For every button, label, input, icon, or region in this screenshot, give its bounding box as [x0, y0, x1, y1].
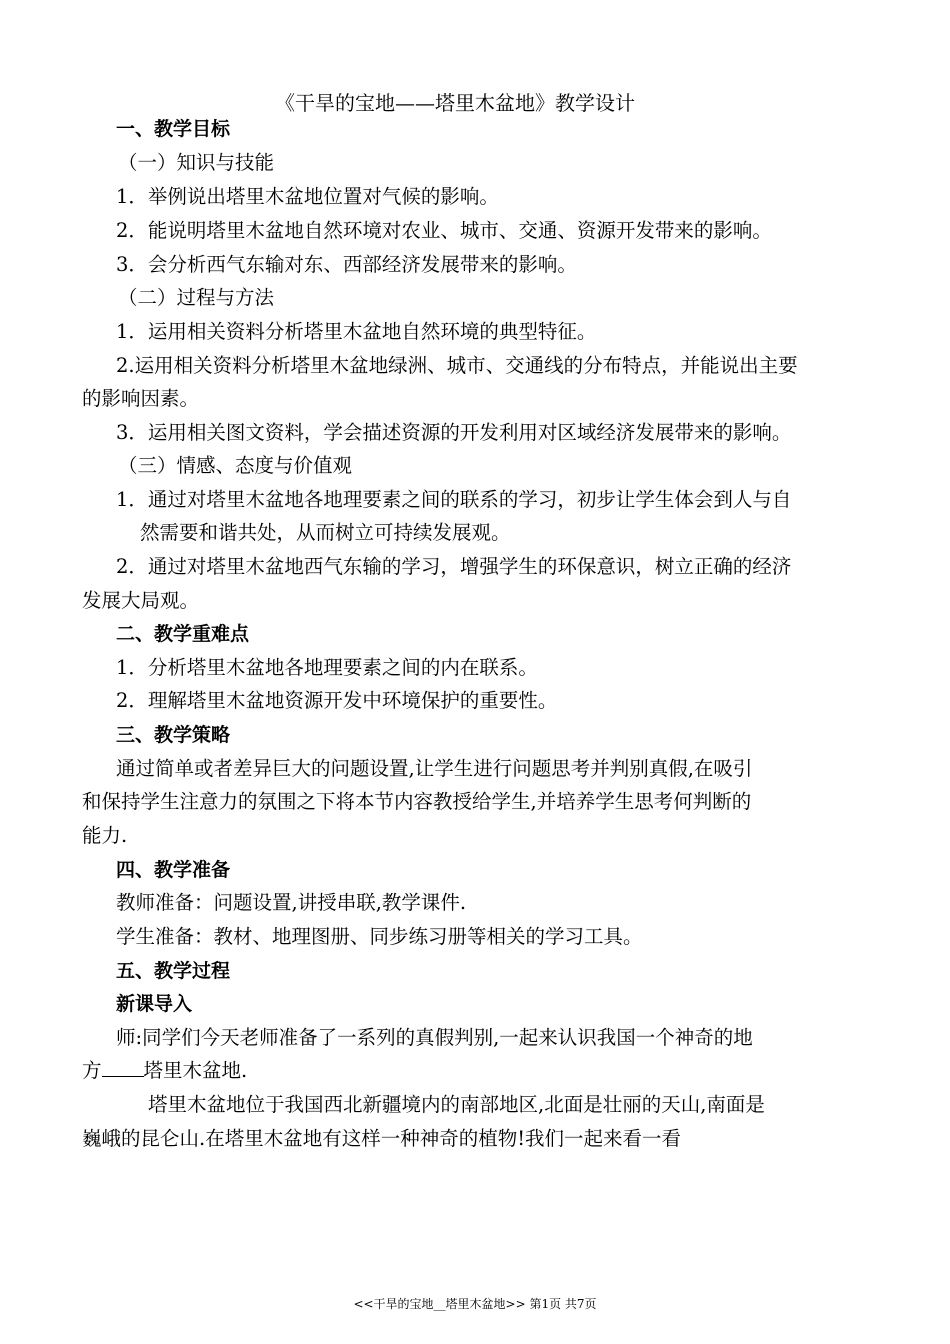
list-item: 1．运用相关资料分析塔里木盆地自然环境的典型特征。 [116, 320, 597, 343]
subheading-introduction: 新课导入 [116, 993, 193, 1015]
text-fragment: 方 [82, 1059, 102, 1082]
section-heading-process: 五、教学过程 [116, 960, 231, 982]
list-item: 2．能说明塔里木盆地自然环境对农业、城市、交通、资源开发带来的影响。 [116, 219, 772, 242]
subheading-values: （三）情感、态度与价值观 [118, 454, 353, 477]
section-heading-key-points: 二、教学重难点 [116, 623, 250, 645]
list-item: 2．理解塔里木盆地资源开发中环境保护的重要性。 [116, 689, 558, 712]
section-heading-objectives: 一、教学目标 [116, 118, 231, 140]
document-title: 《干旱的宝地——塔里木盆地》教学设计 [275, 91, 635, 115]
list-item: 3．会分析西气东输对东、西部经济发展带来的影响。 [116, 253, 577, 276]
page-footer: <<干旱的宝地__塔里木盆地>> 第1页 共7页 [353, 1297, 597, 1311]
list-item: 1．分析塔里木盆地各地理要素之间的内在联系。 [116, 656, 538, 679]
teacher-preparation: 教师准备：问题设置,讲授串联,教学课件. [116, 891, 467, 914]
fill-in-blank [102, 1058, 144, 1077]
student-preparation: 学生准备：教材、地理图册、同步练习册等相关的学习工具。 [116, 925, 643, 948]
list-item: 2.运用相关资料分析塔里木盆地绿洲、城市、交通线的分布特点，并能说出主要 [116, 354, 798, 377]
paragraph-line: 塔里木盆地位于我国西北新疆境内的南部地区,北面是壮丽的天山,南面是 [148, 1093, 765, 1116]
text-fragment: 塔里木盆地. [143, 1059, 248, 1082]
list-item: 3．运用相关图文资料，学会描述资源的开发利用对区域经济发展带来的影响。 [116, 421, 792, 444]
paragraph-line: 巍峨的昆仑山.在塔里木盆地有这样一种神奇的植物!我们一起来看一看 [82, 1127, 682, 1150]
list-item: 1．举例说出塔里木盆地位置对气候的影响。 [116, 185, 499, 208]
paragraph-line: 和保持学生注意力的氛围之下将本节内容教授给学生,并培养学生思考何判断的 [82, 790, 752, 813]
paragraph-line: 能力. [82, 824, 128, 847]
subheading-knowledge: （一）知识与技能 [118, 151, 275, 174]
list-item-continued: 发展大局观。 [82, 589, 200, 612]
section-heading-preparation: 四、教学准备 [116, 859, 231, 881]
list-item: 2．通过对塔里木盆地西气东输的学习，增强学生的环保意识，树立正确的经济 [116, 555, 792, 578]
section-heading-strategy: 三、教学策略 [116, 724, 231, 746]
paragraph-line: 通过简单或者差异巨大的问题设置,让学生进行问题思考并判别真假,在吸引 [116, 757, 753, 780]
paragraph-line [82, 1054, 247, 1088]
list-item-continued: 然需要和谐共处，从而树立可持续发展观。 [140, 521, 511, 544]
paragraph-line: 师:同学们今天老师准备了一系列的真假判别,一起来认识我国一个神奇的地 [116, 1026, 753, 1049]
list-item: 1．通过对塔里木盆地各地理要素之间的联系的学习，初步让学生体会到人与自 [116, 488, 792, 511]
list-item-continued: 的影响因素。 [82, 387, 200, 410]
subheading-process: （二）过程与方法 [118, 286, 275, 309]
